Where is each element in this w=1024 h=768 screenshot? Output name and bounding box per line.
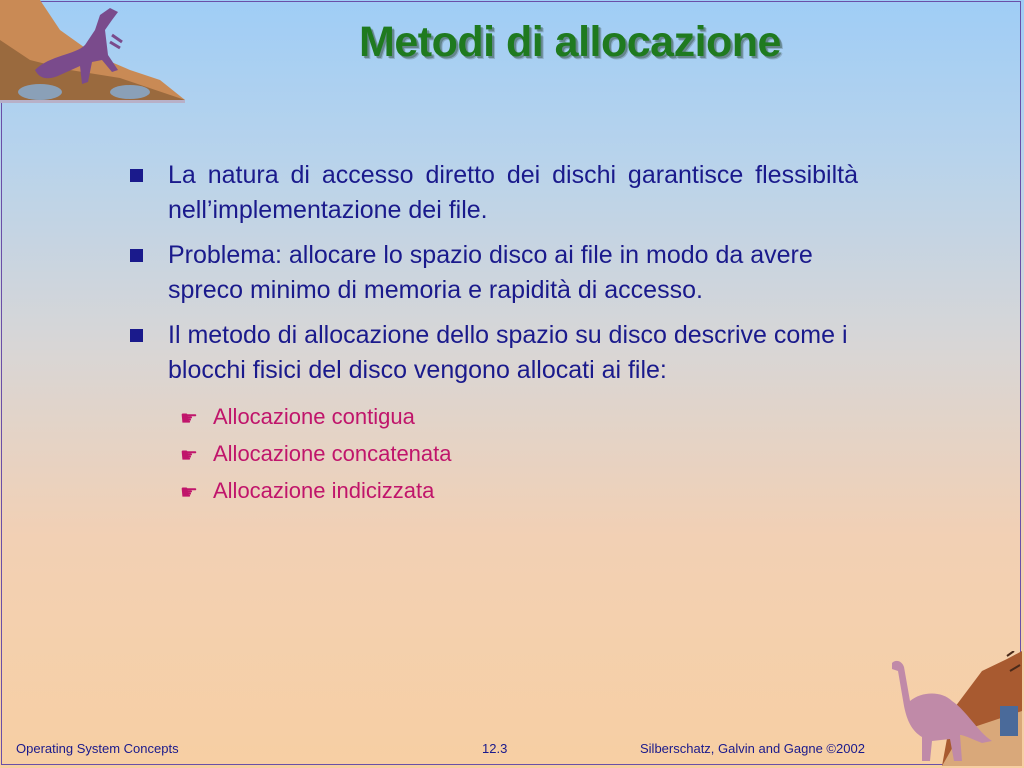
footer-left: Operating System Concepts — [16, 741, 179, 756]
sub-bullet-text: Allocazione concatenata — [213, 441, 452, 466]
pointing-hand-icon: ☛ — [180, 408, 198, 430]
sub-bullet-text: Allocazione indicizzata — [213, 478, 435, 503]
sub-bullet-item — [128, 435, 858, 472]
square-bullet-icon — [130, 329, 143, 342]
bullet-item — [128, 318, 858, 388]
sub-bullet-item — [128, 398, 858, 435]
bullet-text: Il metodo di allocazione dello spazio su disco descrive come i blocchi fisici del disco vengono allocati ai file: — [168, 321, 848, 384]
bullet-text: Problema: allocare lo spazio disco ai file in modo da avere spreco minimo di memoria e rapidità di accesso. — [168, 241, 813, 304]
sub-bullet-text: Allocazione contigua — [213, 404, 415, 429]
pointing-hand-icon: ☛ — [180, 482, 198, 504]
footer-page-number: 12.3 — [482, 741, 508, 756]
bullet-item — [128, 238, 858, 308]
slide-content — [128, 158, 858, 509]
pointing-hand-icon: ☛ — [180, 445, 198, 467]
slide-title: Metodi di allocazione — [359, 18, 781, 66]
square-bullet-icon — [130, 249, 143, 262]
dinosaur-bottom-right-icon — [882, 651, 1022, 766]
bullet-text: La natura di accesso diretto dei dischi garantisce flessibiltà nell’implementazione dei file. — [168, 161, 858, 224]
footer-right: Silberschatz, Galvin and Gagne ©2002 — [640, 741, 865, 756]
bullet-item — [128, 158, 858, 228]
sub-bullet-item — [128, 472, 858, 509]
square-bullet-icon — [130, 169, 143, 182]
dinosaur-top-left-icon — [0, 0, 190, 108]
